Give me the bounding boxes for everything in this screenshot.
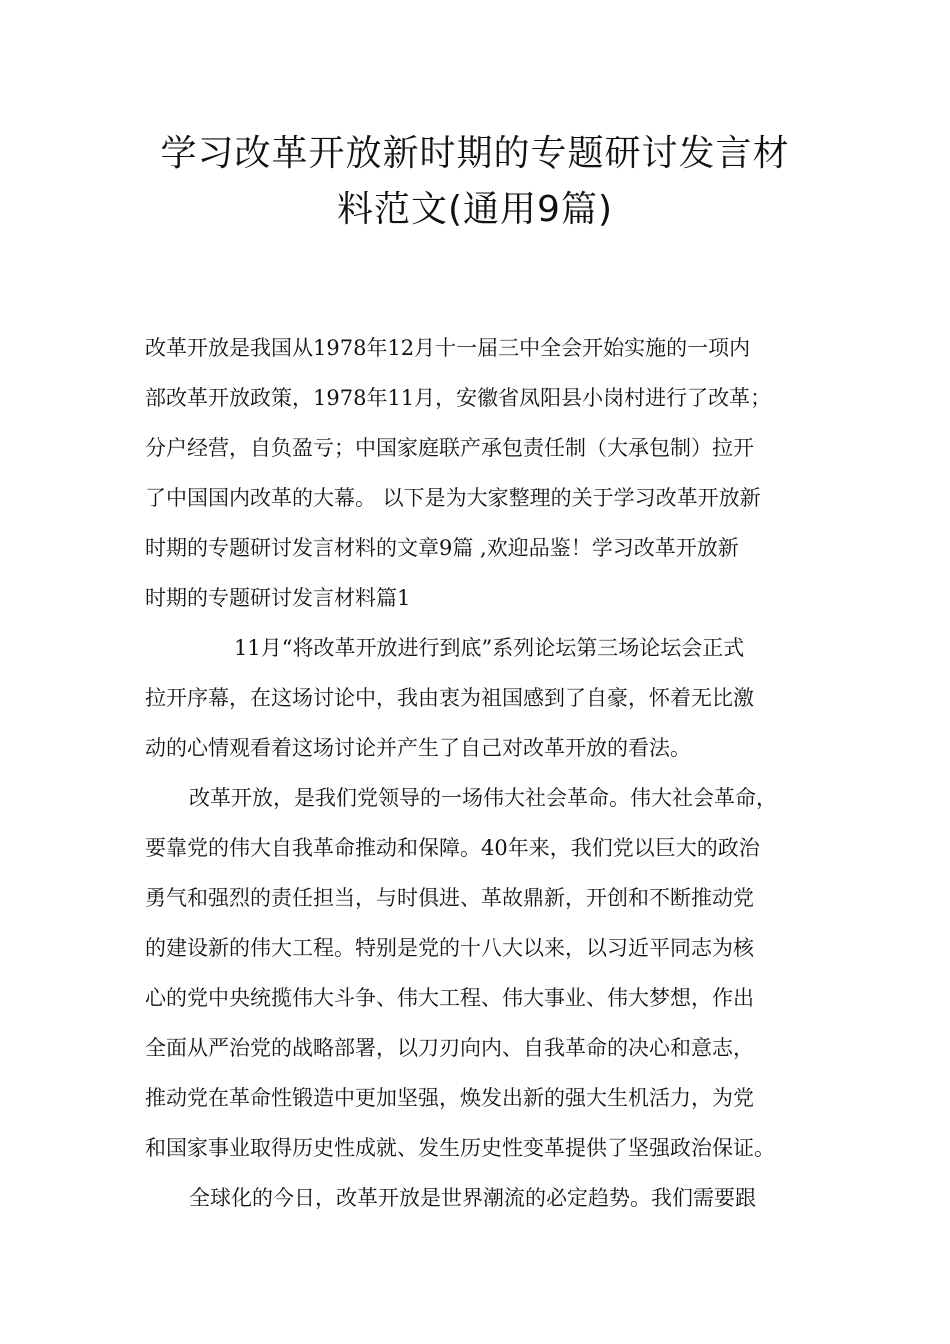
- body-line: 和国家事业取得历史性成就、发生历史性变革提供了坚强政治保证。: [145, 1136, 775, 1160]
- body-line: 推动党在革命性锻造中更加坚强，焕发出新的强大生机活力，为党: [145, 1086, 754, 1110]
- title-line-2: 料范文(通用9篇): [337, 189, 613, 230]
- body-line: 勇气和强烈的责任担当，与时俱进、革故鼎新，开创和不断推动党: [145, 886, 754, 910]
- body-line: 时期的专题研讨发言材料篇1: [145, 586, 411, 610]
- title-line-1: 学习改革开放新时期的专题研讨发言材: [160, 133, 790, 174]
- body-line: 要靠党的伟大自我革命推动和保障。40年来，我们党以巨大的政治: [145, 836, 760, 860]
- body-line: 动的心情观看着这场讨论并产生了自己对改革开放的看法。: [145, 736, 691, 760]
- body-line: 拉开序幕，在这场讨论中，我由衷为祖国感到了自豪，怀着无比激: [145, 686, 754, 710]
- body-line: 全面从严治党的战略部署，以刀刃向内、自我革命的决心和意志，: [145, 1036, 754, 1060]
- body-line: 了中国国内改革的大幕。 以下是为大家整理的关于学习改革开放新: [145, 486, 761, 510]
- body-line: 全球化的今日，改革开放是世界潮流的必定趋势。我们需要跟: [189, 1186, 756, 1210]
- body-line: 的建设新的伟大工程。特别是党的十八大以来，以习近平同志为核: [145, 936, 754, 960]
- body-line: 时期的专题研讨发言材料的文章9篇 ,欢迎品鉴！学习改革开放新: [145, 536, 739, 560]
- body-line: 改革开放，是我们党领导的一场伟大社会革命。伟大社会革命，: [189, 786, 777, 810]
- body-line: 心的党中央统揽伟大斗争、伟大工程、伟大事业、伟大梦想，作出: [145, 986, 754, 1010]
- body-line: 改革开放是我国从1978年12月十一届三中全会开始实施的一项内: [145, 336, 751, 360]
- body-line: 11月“将改革开放进行到底”系列论坛第三场论坛会正式: [234, 636, 745, 660]
- body-line: 分户经营，自负盈亏；中国家庭联产承包责任制（大承包制）拉开: [145, 436, 754, 460]
- document-title: [100, 126, 850, 238]
- body-line: 部改革开放政策，1978年11月，安徽省凤阳县小岗村进行了改革；: [145, 386, 772, 410]
